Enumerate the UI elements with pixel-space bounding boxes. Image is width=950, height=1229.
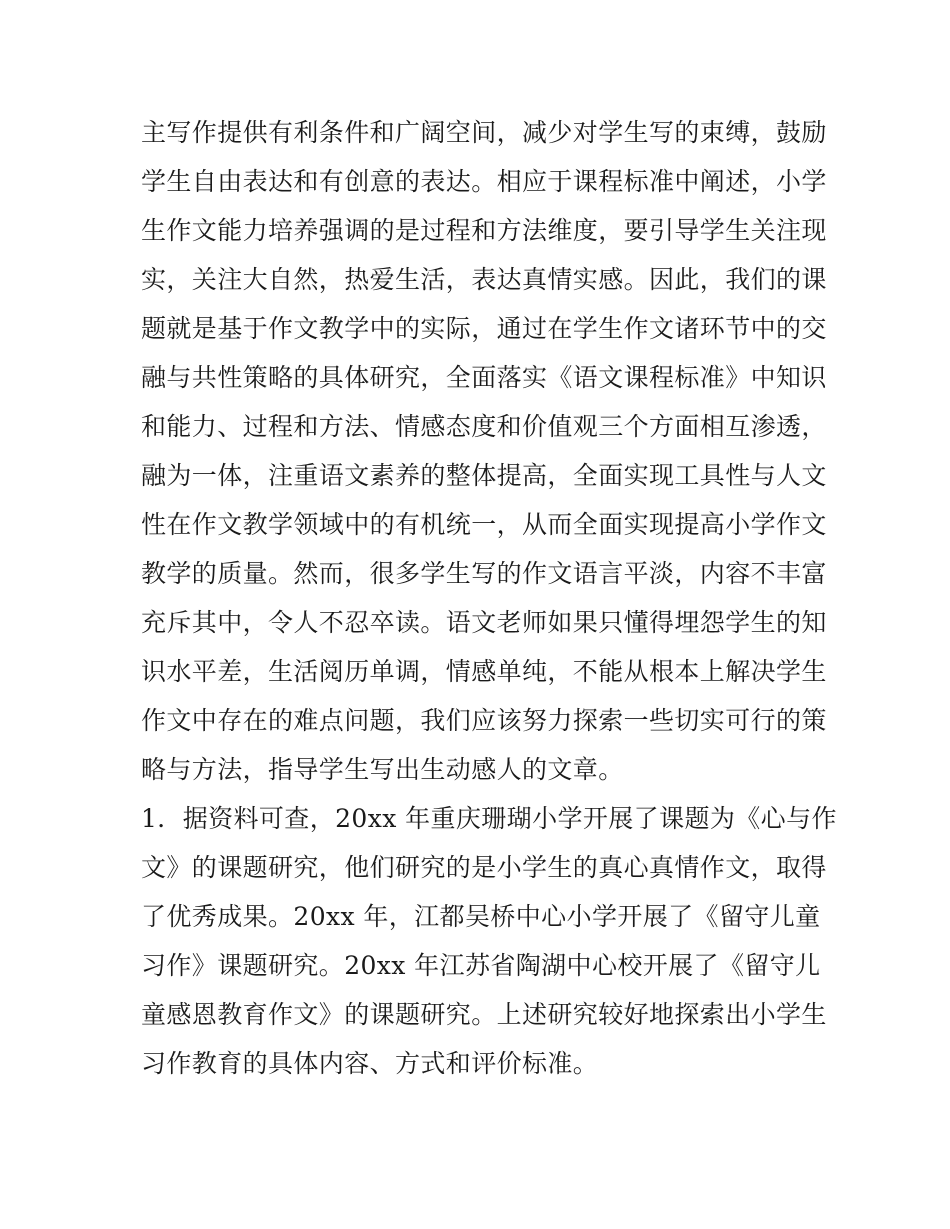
text-line: 和能力、过程和方法、情感态度和价值观三个方面相互渗透， — [141, 412, 827, 441]
text-line: 习作教育的具体内容、方式和评价标准。 — [141, 1049, 599, 1078]
text-line: 实，关注大自然，热爱生活，表达真情实感。因此，我们的课 — [141, 265, 827, 294]
text-line: 识水平差，生活阅历单调，情感单纯，不能从根本上解决学生 — [141, 657, 827, 686]
text-line: 性在作文教学领域中的有机统一，从而全面实现提高小学作文 — [141, 510, 827, 539]
text-line: 题就是基于作文教学中的实际，通过在学生作文诸环节中的交 — [141, 314, 827, 343]
text-line: 文》的课题研究，他们研究的是小学生的真心真情作文，取得 — [141, 853, 827, 882]
body-text — [141, 108, 837, 1088]
text-line: 童感恩教育作文》的课题研究。上述研究较好地探索出小学生 — [141, 1000, 827, 1029]
text-line: 习作》课题研究。20xx 年江苏省陶湖中心校开展了《留守儿 — [141, 951, 821, 980]
text-line: 1．据资料可查，20xx 年重庆珊瑚小学开展了课题为《心与作 — [141, 804, 837, 833]
text-line: 作文中存在的难点问题，我们应该努力探索一些切实可行的策 — [141, 706, 827, 735]
text-line: 学生自由表达和有创意的表达。相应于课程标准中阐述，小学 — [141, 167, 827, 196]
text-line: 教学的质量。然而，很多学生写的作文语言平淡，内容不丰富 — [141, 559, 827, 588]
text-line: 融与共性策略的具体研究，全面落实《语文课程标准》中知识 — [141, 363, 827, 392]
text-line: 了优秀成果。20xx 年，江都吴桥中心小学开展了《留守儿童 — [141, 902, 821, 931]
text-line: 生作文能力培养强调的是过程和方法维度，要引导学生关注现 — [141, 216, 827, 245]
text-line: 充斥其中，令人不忍卒读。语文老师如果只懂得埋怨学生的知 — [141, 608, 827, 637]
text-line: 融为一体，注重语文素养的整体提高，全面实现工具性与人文 — [141, 461, 827, 490]
text-line: 主写作提供有利条件和广阔空间，减少对学生写的束缚，鼓励 — [141, 118, 827, 147]
text-line: 略与方法，指导学生写出生动感人的文章。 — [141, 755, 624, 784]
